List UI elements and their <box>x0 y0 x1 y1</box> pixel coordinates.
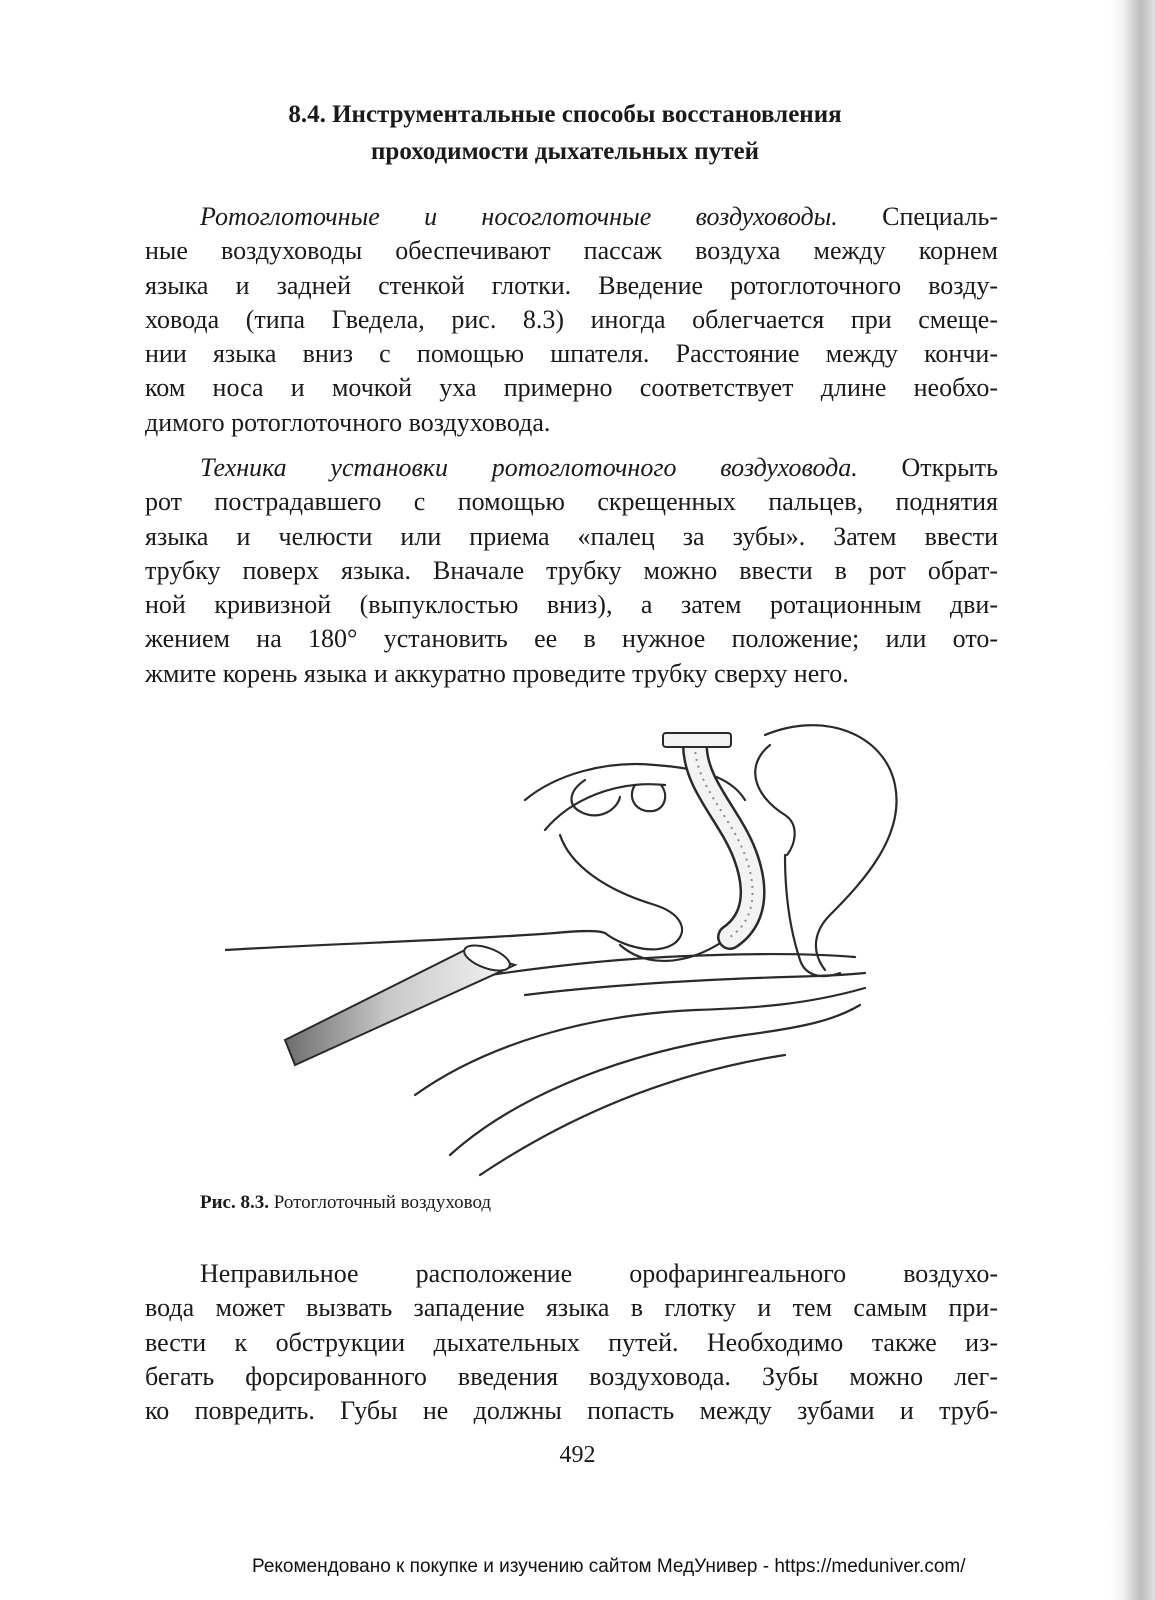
paragraph-line: бегать форсированного введения воздуховода. Зубы можно лег- <box>145 1361 998 1391</box>
section-heading <box>170 96 960 170</box>
figure-caption <box>200 1192 491 1214</box>
head-outline <box>765 725 897 970</box>
posterior-pharynx <box>785 855 840 976</box>
oropharyngeal-airway-illustration <box>225 705 925 1185</box>
neck-line-2 <box>450 1005 860 1155</box>
paragraph-line: Техника установки ротоглоточного воздуховода. Открыть <box>200 453 998 482</box>
paragraph-line: жмите корень языка и аккуратно проведите трубку сверху него. <box>145 658 849 688</box>
paragraph-line: языка и челюсти или приема «палец за зубы». Затем ввести <box>145 521 998 551</box>
palate-curve <box>545 784 665 830</box>
throat-line <box>225 931 605 950</box>
paragraph-lead: Ротоглоточные и носоглоточные воздуховоды. <box>200 202 838 231</box>
paragraph-line: вода может вызвать западение языка в глотку и тем самым при- <box>145 1293 998 1323</box>
figure-caption-text: Ротоглоточный воздуховод <box>269 1192 492 1213</box>
paragraph-line: рот пострадавшего с помощью скрещенных пальцев, поднятия <box>145 487 998 517</box>
paragraph-line: трубку поверх языка. Вначале трубку можно ввести в рот обрат- <box>145 555 998 585</box>
footer-recommendation: Рекомендовано к покупке и изучению сайтом МедУнивер - https://meduniver.com/ <box>252 1556 966 1577</box>
paragraph-line: ные воздуховоды обеспечивают пассаж воздуха между корнем <box>145 236 998 266</box>
trachea-line-1 <box>490 954 855 975</box>
paragraph-line: вести к обструкции дыхательных путей. Необходимо также из- <box>145 1327 998 1357</box>
tooth-front <box>632 785 665 811</box>
paragraph-line: языка и задней стенкой глотки. Введение ротоглоточного возду- <box>145 270 998 300</box>
paragraph-line: ховода (типа Гведела, рис. 8.3) иногда облегчается при смеще- <box>145 304 998 334</box>
paragraph-line: ной кривизной (выпуклостью вниз), а затем ротационным дви- <box>145 590 998 620</box>
trachea-line-2 <box>525 973 865 995</box>
upper-lip <box>571 780 620 815</box>
laryngoscope-blade <box>285 940 515 1065</box>
paragraph-incorrect-placement <box>145 1257 998 1428</box>
paragraph-line: ко повредить. Губы не должны попасть между зубами и труб- <box>145 1396 998 1426</box>
section-heading-line-1: 8.4. Инструментальные способы восстановления <box>288 101 842 128</box>
section-heading-line-2: проходимости дыхательных путей <box>371 138 759 165</box>
paragraph-technique <box>145 451 998 691</box>
airway-tube <box>663 733 753 937</box>
page-number: 492 <box>559 1442 596 1468</box>
page-edge-shadow <box>1109 0 1155 1600</box>
figure-caption-label: Рис. 8.3. <box>200 1192 269 1213</box>
neck-line-3 <box>480 1055 785 1175</box>
paragraph-lead: Техника установки ротоглоточного воздуховода. <box>200 453 858 482</box>
paragraph-line: жением на 180° установить ее в нужное положение; или ото- <box>145 624 998 654</box>
face-profile <box>755 745 794 855</box>
paragraph-line: димого ротоглоточного воздуховода. <box>145 407 551 437</box>
neck-line-1 <box>415 988 865 1095</box>
paragraph-line: нии языка вниз с помощью шпателя. Расстояние между кончи- <box>145 339 998 369</box>
paragraph-airways <box>145 200 998 440</box>
paragraph-line: ком носа и мочкой уха примерно соответствует длине необхо- <box>145 373 998 403</box>
paragraph-line: Ротоглоточные и носоглоточные воздуховоды. Специаль- <box>200 202 998 231</box>
paragraph-line: Неправильное расположение орофарингеального воздухо- <box>200 1259 998 1288</box>
